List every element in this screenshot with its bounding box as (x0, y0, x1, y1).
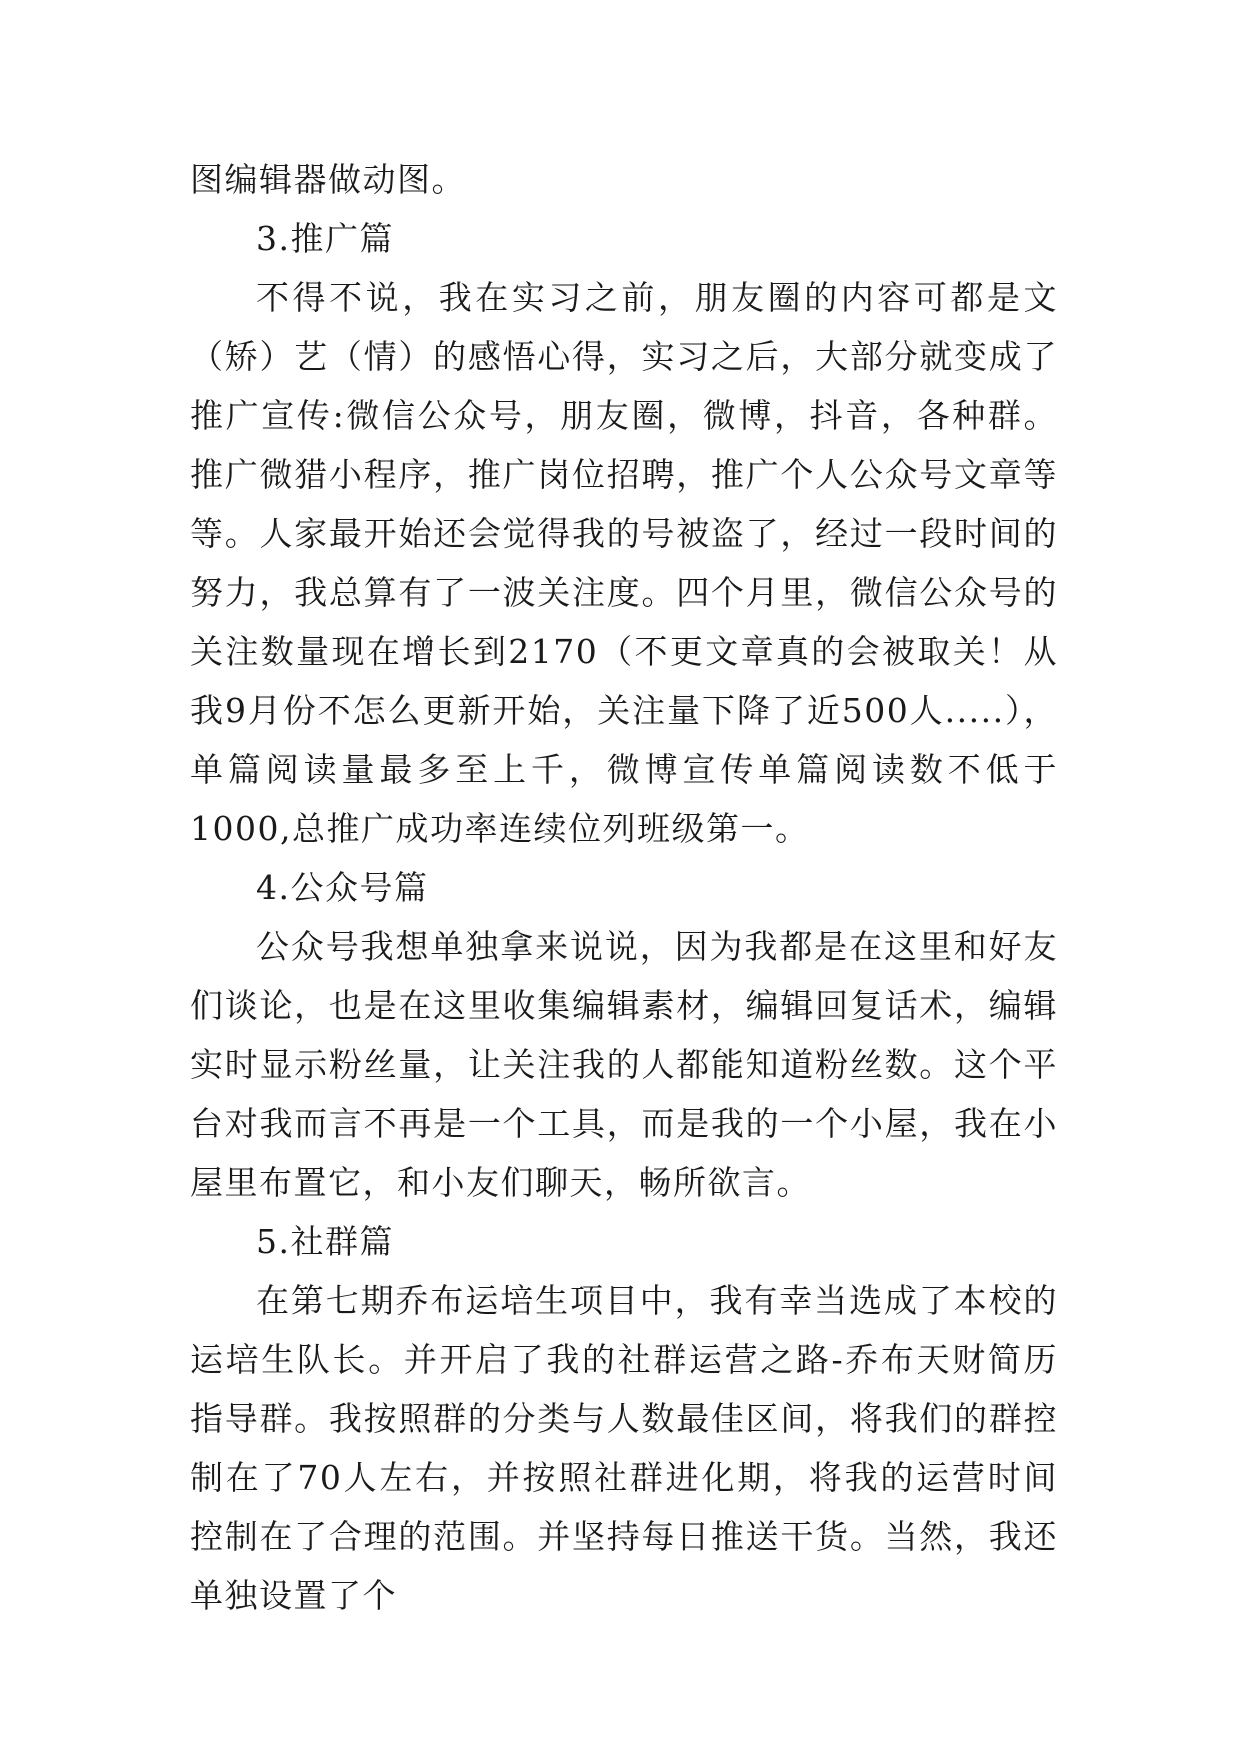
section-heading-official-account: 4.公众号篇 (256, 868, 429, 907)
continuation-paragraph: 图编辑器做动图。 (190, 160, 466, 199)
section-heading-promotion: 3.推广篇 (256, 219, 394, 258)
section-heading-community: 5.社群篇 (256, 1222, 394, 1261)
paragraph-promotion: 不得不说，我在实习之前，朋友圈的内容可都是文（矫）艺（情）的感悟心得，实习之后，大部分就变成了推广宣传:微信公众号，朋友圈，微博，抖音，各种群。推广微猎小程序，推广岗位招聘，推广个人公众号文章等等。人家最开始还会觉得我的号被盗了，经过一段时间的努力，我总算有了一波关注度。四个月里，微信公众号的关注数量现在增长到2170（不更文章真的会被取关！从我9月份不怎么更新开始，关注量下降了近500人.....），单篇阅读量最多至上千，微博宣传单篇阅读数不低于1000,总推广成功率连续位列班级第一。 (190, 278, 1058, 848)
paragraph-official-account: 公众号我想单独拿来说说，因为我都是在这里和好友们谈论，也是在这里收集编辑素材，编辑回复话术，编辑实时显示粉丝量，让关注我的人都能知道粉丝数。这个平台对我而言不再是一个工具，而是我的一个小屋，我在小屋里布置它，和小友们聊天，畅所欲言。 (190, 927, 1058, 1202)
paragraph-community: 在第七期乔布运培生项目中，我有幸当选成了本校的运培生队长。并开启了我的社群运营之路-乔布天财简历指导群。我按照群的分类与人数最佳区间，将我们的群控制在了70人左右，并按照社群进化期，将我的运营时间控制在了合理的范围。并坚持每日推送干货。当然，我还单独设置了个 (190, 1281, 1058, 1615)
document-body (190, 150, 1058, 1625)
